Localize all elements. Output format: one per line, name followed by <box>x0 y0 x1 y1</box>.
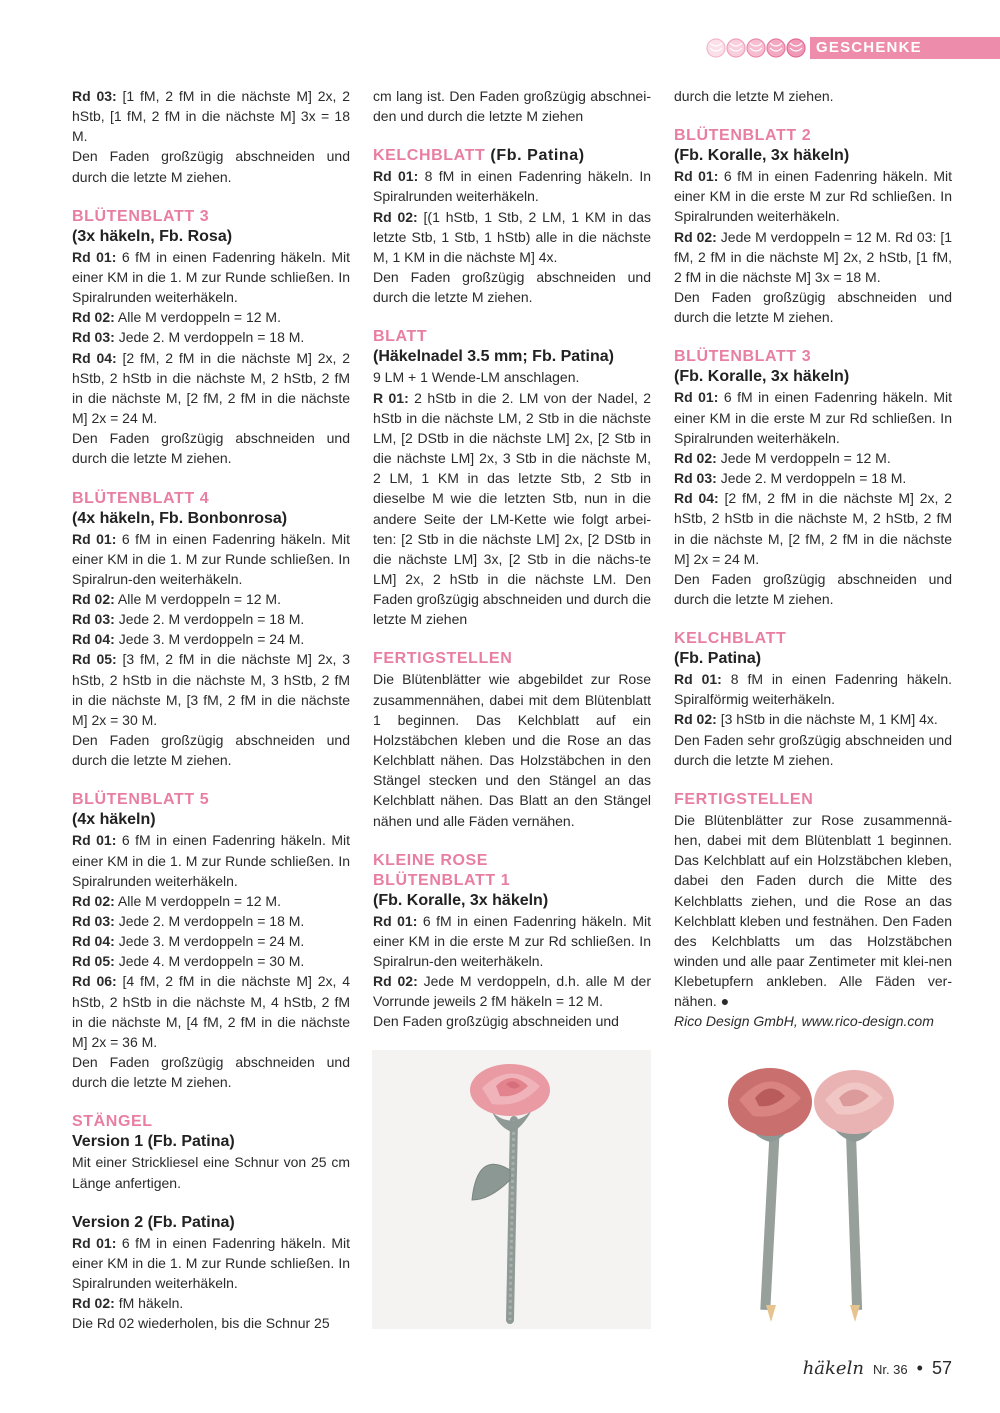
round-text: 6 fM in einen Fadenring häkeln. Mit einer KM in die erste M zur Rd schließen. In Spiralrun-den weiterhäkeln. <box>373 912 651 969</box>
section-subheading: Version 2 (Fb. Patina) <box>72 1213 235 1231</box>
round-text: [1 fM, 2 fM in die nächste M] 2x, 2 hStb, [1 fM, 2 fM in die nächste M] 3x = 18 M. <box>72 88 350 145</box>
paragraph: Den Faden großzügig abschneiden und durch die letzte M ziehen. <box>72 1054 350 1091</box>
round-label: Rd 02: <box>72 1295 115 1312</box>
paragraph <box>674 709 952 729</box>
round-label: Rd 02: <box>72 590 115 607</box>
paragraph <box>72 589 350 609</box>
paragraph <box>373 388 651 630</box>
round-label: Rd 02: <box>373 973 418 990</box>
round-label: Rd 01: <box>674 671 722 688</box>
section-subheading: (Häkelnadel 3.5 mm; Fb. Patina) <box>373 348 614 366</box>
round-text: [2 fM, 2 fM in die nächste M] 2x, 2 hStb, 2 hStb in die nächste M, 2 hStb, 2 fM in die nächste M, [2 fM, 2 fM in die nächste M] 2x = 24 M. <box>72 349 350 427</box>
paragraph <box>72 1293 350 1313</box>
section-heading: BLÜTENBLATT 1 <box>373 871 511 889</box>
paragraph <box>72 649 350 730</box>
round-label: Rd 01: <box>72 1234 117 1251</box>
round-label: Rd 02: <box>72 892 115 909</box>
round-label: Rd 05: <box>72 651 117 668</box>
paragraph <box>72 830 350 890</box>
round-text: Jede 2. M verdoppeln = 18 M. <box>720 470 907 487</box>
round-text: Jede 4. M verdoppeln = 30 M. <box>118 953 305 970</box>
round-text: Jede 2. M verdoppeln = 18 M. <box>118 611 305 628</box>
round-text: [3 fM, 2 fM in die nächste M] 2x, 3 hStb, 2 hStb in die nächste M, 3 hStb, 2 fM in die nächste M, [3 fM, 2 fM in die nächste M] 2x = 30 M. <box>72 651 350 728</box>
paragraph: Den Faden sehr großzügig abschneiden und durch die letzte M ziehen. <box>674 731 952 768</box>
section-heading: FERTIGSTELLEN <box>674 790 814 808</box>
section-heading: FERTIGSTELLEN <box>373 650 513 668</box>
round-label: Rd 03: <box>72 329 115 346</box>
round-text: Alle M verdoppeln = 12 M. <box>117 892 281 909</box>
paragraph: durch die letzte M ziehen. <box>674 88 834 104</box>
section-subheading: (3x häkeln, Fb. Rosa) <box>72 227 233 245</box>
section-subheading: (4x häkeln, Fb. Bonbonrosa) <box>72 509 288 527</box>
section-heading: BLÜTENBLATT 3 <box>72 207 210 225</box>
column-3 <box>674 86 952 1032</box>
round-text: fM häkeln. <box>118 1295 184 1312</box>
paragraph: Den Faden großzügig abschneiden und durch die letzte M ziehen. <box>674 570 952 607</box>
round-text: [2 fM, 2 fM in die nächste M] 2x, 2 hStb, 2 hStb in die nächste M, 2 hStb, 2 fM in die nächste M, [2 fM, 2 fM in die nächste M] 2x = 24 M. <box>674 490 952 567</box>
paragraph: 9 LM + 1 Wende-LM anschlagen. <box>373 369 580 386</box>
paragraph: cm lang ist. Den Faden großzügig abschnei-den und durch die letzte M ziehen <box>373 88 651 125</box>
round-label: Rd 02: <box>674 228 717 245</box>
section-heading: BLÜTENBLATT 3 <box>674 348 812 366</box>
round-text: Jede 2. M verdoppeln = 18 M. <box>118 329 305 346</box>
paragraph <box>674 669 952 709</box>
paragraph: Die Blütenblätter zur Rose zusammennä-hen, dabei mit dem Blütenblatt 1 beginnen. Das Kelchblatt auf ein Holzstäbchen kleben, dabei den Faden durch die Mitte des Kelchblatts ziehen, und die Rose an das Kelchblatt kleben und festnähen. Den Faden des Kelchblatts um das Holzstäbchen winden und alle paar Zentimeter mit klei-nen Klebetupfern ankleben. Alle Fäden ver-nähen. ● <box>674 811 952 1010</box>
rose-photo-large <box>372 1050 651 1329</box>
issue-number: Nr. 36 <box>872 1362 908 1377</box>
round-label: Rd 01: <box>674 389 719 406</box>
paragraph <box>72 247 350 307</box>
round-label: Rd 05: <box>72 953 115 970</box>
paragraph <box>674 448 952 468</box>
paragraph: Den Faden großzügig abschneiden und <box>373 1013 619 1030</box>
page-footer <box>803 1358 952 1384</box>
round-label: Rd 01: <box>674 168 719 185</box>
heading-text: KELCHBLATT <box>373 147 486 165</box>
section-subheading: (Fb. Patina) <box>674 650 762 668</box>
paragraph: Die Rd 02 wiederholen, bis die Schnur 25 <box>72 1315 330 1332</box>
column-2 <box>373 86 651 1032</box>
paragraph <box>373 911 651 971</box>
round-text: Jede M verdoppeln, d.h. alle M der Vorrunde jeweils 2 fM häkeln = 12 M. <box>373 973 651 1010</box>
paragraph <box>72 971 350 1052</box>
paragraph <box>72 1233 350 1293</box>
paragraph <box>674 468 952 488</box>
paragraph <box>72 931 350 951</box>
section-heading: BLATT <box>373 328 428 346</box>
round-text: 6 fM in einen Fadenring häkeln. Mit einer KM in die 1. M zur Runde schließen. In Spiralrunden weiterhäkeln. <box>72 248 350 306</box>
round-text: 6 fM in einen Fadenring häkeln. Mit einer KM in die 1. M zur Runde schließen. In Spiralrun-den weiterhäkeln. <box>72 530 350 587</box>
round-text: [4 fM, 2 fM in die nächste M] 2x, 4 hStb, 2 hStb in die nächste M, 4 hStb, 2 fM in die nächste M, [4 fM, 2 fM in die nächste M] 2x = 36 M. <box>72 973 350 1050</box>
round-text: Jede M verdoppeln = 12 M. <box>720 449 891 466</box>
paragraph <box>72 629 350 649</box>
round-text: Jede 3. M verdoppeln = 24 M. <box>118 631 305 648</box>
paragraph <box>674 227 952 287</box>
round-label: Rd 03: <box>72 88 117 104</box>
paragraph <box>72 86 350 146</box>
round-text: Alle M verdoppeln = 12 M. <box>117 590 281 607</box>
paragraph: Die Blütenblätter wie abgebildet zur Rose zusammennähen, dabei mit dem Blütenblatt 1 beginnen. Das Kelchblatt auf ein Holzstäbchen kleben und die Rose an das Kelchblatt nähen. Das Holzstäbchen in den Stängel stecken und den Stängel an das Kelchblatt nähen. Das Blatt an den Stängel nähen und alle Fäden vernähen. <box>373 671 651 829</box>
round-label: Rd 06: <box>72 973 117 990</box>
paragraph <box>373 166 651 206</box>
round-label: Rd 02: <box>373 208 418 225</box>
section-heading: KELCHBLATT <box>674 630 787 648</box>
section-header-bar <box>810 37 1000 59</box>
paragraph <box>72 529 350 589</box>
round-label: Rd 02: <box>674 449 717 466</box>
section-subheading: (Fb. Koralle, 3x häkeln) <box>674 147 850 165</box>
paragraph: Den Faden großzügig abschneiden und durch die letzte M ziehen. <box>72 732 350 769</box>
round-text: Alle M verdoppeln = 12 M. <box>117 309 281 326</box>
round-text: [(1 hStb, 1 Stb, 2 LM, 1 KM in das letzte Stb, 1 Stb, 1 hStb) alle in die nächste M, 1 KM in die nächste M] 4x. <box>373 208 651 265</box>
rose-pens-photo <box>673 1050 951 1329</box>
round-label: Rd 03: <box>72 611 115 628</box>
section-heading: KLEINE ROSE <box>373 851 489 869</box>
round-text: 6 fM in einen Fadenring häkeln. Mit einer KM in die erste M zur Rd schließen. In Spiralrunden weiterhäkeln. <box>674 389 952 446</box>
paragraph <box>373 971 651 1011</box>
round-label: Rd 04: <box>674 490 719 507</box>
round-text: 6 fM in einen Fadenring häkeln. Mit einer KM in die 1. M zur Runde schließen. In Spiralrunden weiterhäkeln. <box>72 832 350 889</box>
section-subheading: (4x häkeln) <box>72 811 156 829</box>
page-number: 57 <box>931 1358 952 1378</box>
paragraph: Den Faden großzügig abschneiden und durch die letzte M ziehen. <box>373 269 651 306</box>
separator-dot: • <box>916 1358 923 1378</box>
paragraph <box>72 891 350 911</box>
paragraph: Den Faden großzügig abschneiden und durch die letzte M ziehen. <box>72 430 350 467</box>
paragraph <box>72 609 350 629</box>
magazine-brand: häkeln <box>802 1358 864 1379</box>
round-text: 6 fM in einen Fadenring häkeln. Mit einer KM in die erste M zur Rd schließen. In Spiralrunden weiterhäkeln. <box>674 168 952 225</box>
paragraph: Den Faden großzügig abschneiden und durch die letzte M ziehen. <box>72 148 350 185</box>
round-label: Rd 03: <box>72 913 115 929</box>
section-heading: BLÜTENBLATT 4 <box>72 489 210 507</box>
paragraph: Mit einer Strickliesel eine Schnur von 25 cm Länge anfertigen. <box>72 1154 350 1191</box>
yarn-balls-icon <box>706 37 806 59</box>
section-heading: STÄNGEL <box>72 1113 153 1131</box>
section-heading <box>373 146 651 166</box>
paragraph <box>72 348 350 429</box>
paragraph <box>72 307 350 327</box>
section-heading: BLÜTENBLATT 5 <box>72 791 210 809</box>
section-subheading: Version 1 (Fb. Patina) <box>72 1133 235 1151</box>
round-text: 6 fM in einen Fadenring häkeln. Mit einer KM in die 1. M zur Runde schließen. In Spiralrunden weiterhäkeln. <box>72 1234 350 1292</box>
paragraph <box>373 207 651 267</box>
round-label: Rd 04: <box>72 933 115 950</box>
round-label: Rd 03: <box>674 470 717 487</box>
paragraph <box>674 387 952 447</box>
section-heading: BLÜTENBLATT 2 <box>674 127 812 145</box>
round-text: Jede 2. M verdoppeln = 18 M. <box>118 913 305 929</box>
paragraph <box>674 488 952 569</box>
round-label: Rd 01: <box>72 248 117 265</box>
column-1 <box>72 86 350 1334</box>
round-label: Rd 02: <box>674 711 717 728</box>
round-label: Rd 01: <box>72 832 117 849</box>
round-text: Jede 3. M verdoppeln = 24 M. <box>118 933 305 950</box>
round-text: 8 fM in einen Fadenring häkeln. Spiralförmig weiterhäkeln. <box>674 671 953 708</box>
round-text: Jede M verdoppeln = 12 M. Rd 03: [1 fM, 2 fM in die nächste M] 2x, 2 hStb, [1 fM, 2 fM in die nächste M] 3x = 18 M. <box>674 228 952 285</box>
paragraph: Den Faden großzügig abschneiden und durch die letzte M ziehen. <box>674 289 952 326</box>
round-label: Rd 04: <box>72 349 117 366</box>
round-label: R 01: <box>373 389 409 406</box>
section-label: GESCHENKE <box>816 39 922 56</box>
paragraph <box>72 327 350 347</box>
paragraph <box>674 166 952 226</box>
round-label: Rd 02: <box>72 309 115 326</box>
round-label: Rd 01: <box>373 912 418 929</box>
round-label: Rd 01: <box>72 530 117 547</box>
round-text: 2 hStb in die 2. LM von der Nadel, 2 hStb in die nächste LM, 2 Stb in die nächste LM, [2 DStb in die nächste LM] 2x, [2 Stb in die nächste LM] 2x, 3 Stb in die nächste M, 2 LM, 1 KM in das letzte Stb, 2 Stb in dieselbe M wie die letzten Stb, nun in die andere Seite der LM-Kette wie folgt arbei-ten: [2 Stb in die nächste LM] 2x, [2 DStb in die nächste LM] 3x, [2 Stb in die nächs-te LM] 2x, 2 hStb in die nächste LM. Den Faden großzügig abschneiden und durch die letzte M ziehen <box>373 389 652 628</box>
round-label: Rd 01: <box>373 168 419 185</box>
paragraph <box>72 911 350 931</box>
section-subheading: (Fb. Koralle, 3x häkeln) <box>373 891 549 909</box>
heading-suffix: (Fb. Patina) <box>485 147 585 165</box>
paragraph <box>72 951 350 971</box>
round-label: Rd 04: <box>72 631 115 648</box>
round-text: [3 hStb in die nächste M, 1 KM] 4x. <box>720 711 938 728</box>
round-text: 8 fM in einen Fadenring häkeln. In Spiralrunden weiterhäkeln. <box>373 168 651 205</box>
section-subheading: (Fb. Koralle, 3x häkeln) <box>674 368 850 386</box>
credit-line: Rico Design GmbH, www.rico-design.com <box>674 1013 934 1030</box>
